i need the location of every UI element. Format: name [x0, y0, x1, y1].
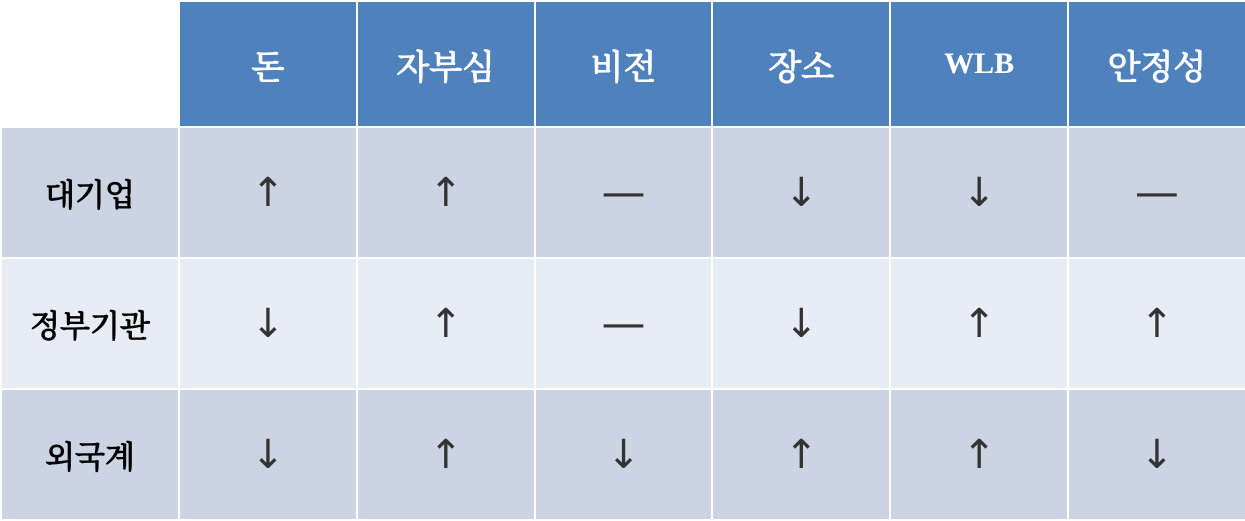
trend-mark: ↑ — [962, 431, 996, 478]
cell-government-agency-wlb — [890, 258, 1068, 389]
column-header-wlb: WLB — [890, 1, 1068, 127]
column-header-money: 돈 — [179, 1, 357, 127]
trend-mark: — — [601, 297, 646, 349]
column-header-vision: 비전 — [535, 1, 713, 127]
cell-foreign-company-vision — [535, 389, 713, 520]
trend-mark: — — [1134, 166, 1179, 218]
table-row — [1, 389, 1245, 520]
cell-government-agency-pride — [357, 258, 535, 389]
cell-government-agency-location — [712, 258, 890, 389]
cell-government-agency-vision — [535, 258, 713, 389]
trend-mark: ↑ — [428, 431, 463, 478]
table-corner-cell — [1, 1, 179, 127]
column-header-location: 장소 — [712, 1, 890, 127]
row-label-large-company: 대기업 — [1, 127, 179, 258]
cell-foreign-company-stability — [1068, 389, 1245, 520]
trend-mark: ↓ — [251, 431, 285, 478]
cell-foreign-company-location — [712, 389, 890, 520]
cell-large-company-location — [712, 127, 890, 258]
row-label-government-agency: 정부기관 — [1, 258, 179, 389]
cell-large-company-wlb — [890, 127, 1068, 258]
trend-mark: ↓ — [1140, 431, 1174, 478]
trend-mark: ↑ — [962, 300, 996, 347]
trend-mark: ↓ — [784, 300, 819, 347]
trend-mark: ↑ — [428, 300, 463, 347]
trend-mark: ↓ — [962, 169, 996, 216]
table-row — [1, 258, 1245, 389]
cell-large-company-money — [179, 127, 357, 258]
cell-foreign-company-pride — [357, 389, 535, 520]
cell-large-company-stability — [1068, 127, 1245, 258]
cell-government-agency-money — [179, 258, 357, 389]
trend-mark: — — [601, 166, 646, 218]
trend-mark: ↑ — [784, 431, 819, 478]
cell-foreign-company-wlb — [890, 389, 1068, 520]
cell-large-company-vision — [535, 127, 713, 258]
column-header-stability: 안정성 — [1068, 1, 1245, 127]
trend-mark: ↑ — [251, 169, 285, 216]
trend-mark: ↓ — [251, 300, 285, 347]
row-label-foreign-company: 외국계 — [1, 389, 179, 520]
header-row — [1, 1, 1245, 127]
trend-mark: ↑ — [1140, 300, 1174, 347]
cell-large-company-pride — [357, 127, 535, 258]
table-header — [1, 1, 1245, 127]
trend-mark: ↓ — [784, 169, 819, 216]
cell-government-agency-stability — [1068, 258, 1245, 389]
table-row — [1, 127, 1245, 258]
trend-mark: ↑ — [428, 169, 463, 216]
table-body — [1, 127, 1245, 520]
trend-mark: ↓ — [606, 431, 641, 478]
cell-foreign-company-money — [179, 389, 357, 520]
column-header-pride: 자부심 — [357, 1, 535, 127]
